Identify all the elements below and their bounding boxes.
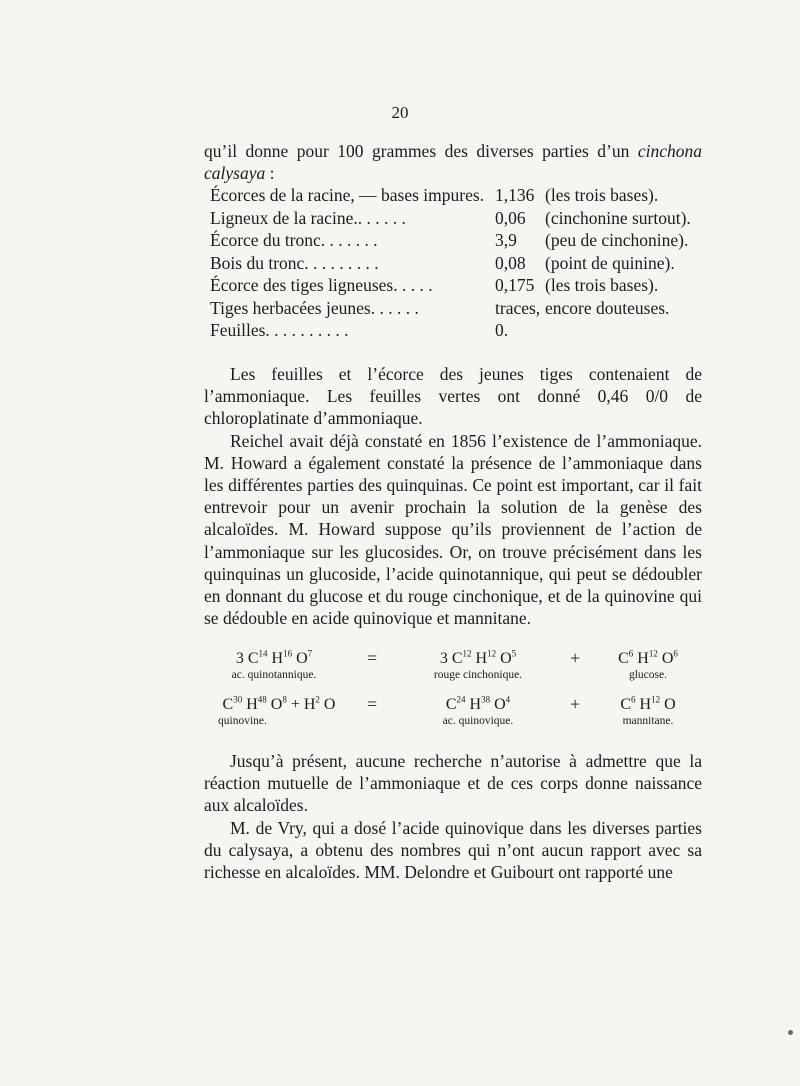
equation-term (594, 650, 702, 681)
intro-end: : (265, 163, 275, 184)
yield-value: 3,9 (495, 230, 517, 250)
yield-note: (les trois bases). (545, 185, 659, 205)
species-name: cinchona calysaya (204, 141, 702, 184)
yield-value: 0,08 (495, 252, 526, 273)
yield-value: 0. (495, 320, 509, 340)
yield-value: 0,175 (495, 275, 535, 295)
yield-part: Feuilles. . . . . . . . . . (210, 320, 349, 340)
paragraph-de-vry: M. de Vry, qui a dosé l’acide quinovique dans les diverses parties du calysaya, a obtenu des nombres qui n’ont aucun rapport avec sa richesse en alcaloïdes. MM. Delondre et Guibourt ont rapporté une (204, 817, 702, 883)
formula: 3 $C^{14}$ $H^{16}$ $O^7$ (235, 648, 313, 667)
plus-sign: + (570, 648, 581, 668)
body-text-before (204, 363, 702, 629)
formula-label: ac. quinotannique. (231, 669, 317, 681)
yield-part: Écorce du tronc. . . . . . . (210, 230, 378, 250)
yield-part: Tiges herbacées jeunes. . . . . . (210, 297, 419, 318)
yield-note: (peu de cinchonine). (545, 230, 689, 250)
formula-label: glucose. (628, 669, 667, 681)
formula: $C^6$ $H^{12}$ O (620, 694, 676, 713)
yield-row (210, 185, 705, 208)
formula: $C^{24}$ $H^{38}$ $O^4$ (445, 694, 511, 713)
body-text-after (204, 750, 702, 883)
equation-term (594, 696, 702, 727)
formula: $C^6$ $H^{12}$ $O^6$ (618, 648, 678, 667)
equation-term (402, 650, 554, 681)
yield-note: encore douteuses. (545, 297, 670, 318)
formula: $C^{30}$ $H^{48}$ $O^8 + H^2$ O (222, 694, 336, 713)
yield-table (210, 185, 705, 343)
formula-label: quinovine. (218, 715, 267, 727)
yield-note: (point de quinine). (545, 252, 675, 273)
formula-label: rouge cinchonique. (433, 669, 523, 681)
yield-part: Ligneux de la racine.. . . . . . (210, 207, 406, 228)
equation-term (204, 650, 344, 681)
yield-part: Écorces de la racine, — bases impures. (210, 185, 485, 205)
formula: 3 $C^{12}$ $H^{12}$ $O^5$ (439, 648, 517, 667)
yield-part: Écorce des tiges ligneuses. . . . . (210, 275, 433, 295)
yield-row (210, 253, 705, 276)
formula-label: ac. quinovique. (442, 715, 514, 727)
yield-row (210, 230, 705, 253)
intro-text: qu’il donne pour 100 grammes des diverses parties d’un (204, 141, 638, 161)
paragraph-reichel: Reichel avait déjà constaté en 1856 l’existence de l’ammoniaque. M. Howard a également constaté la présence de l’ammoniaque dans les différentes parties des quinquinas. Ce point est important, car il fait entrevoir pour un avenir prochain la solution de la genèse des alcaloïdes. M. Howard suppose qu’ils proviennent de l’action de l’ammoniaque sur les glucosides. Or, on trouve précisément dans les quinquinas un glucoside, l’acide quinotannique, qui peut se dédoubler en donnant du glucose et du rouge cinchonique, et de la quinovine qui se dédouble en acide quinovique et mannitane. (204, 430, 702, 629)
yield-row (210, 208, 705, 231)
paragraph-jusqua: Jusqu’à présent, aucune recherche n’autorise à admettre que la réaction mutuelle de l’ammoniaque et de ces corps donne naissance aux alcaloïdes. (204, 751, 702, 816)
plus-sign: + (570, 694, 581, 714)
equation-block (204, 650, 702, 742)
formula-label: mannitane. (622, 715, 674, 727)
yield-value: 1,136 (495, 185, 535, 205)
equation-term (402, 696, 554, 727)
yield-value: 0,06 (495, 207, 526, 228)
yield-note: (cinchonine surtout). (545, 207, 691, 228)
yield-row (210, 298, 705, 321)
yield-row (210, 275, 705, 298)
yield-note: (les trois bases). (545, 275, 659, 295)
ink-speck (788, 1030, 793, 1035)
equation-quinovine (204, 696, 702, 742)
intro-paragraph (204, 140, 702, 184)
yield-part: Bois du tronc. . . . . . . . . (210, 252, 379, 273)
page-number: 20 (391, 103, 409, 122)
equation-quinotannique (204, 650, 702, 696)
yield-value: traces, (495, 297, 541, 318)
equals-sign: = (367, 694, 378, 714)
equation-term (204, 696, 354, 727)
equals-sign: = (367, 648, 378, 668)
yield-row (210, 320, 705, 343)
paragraph-feuilles: Les feuilles et l’écorce des jeunes tiges contenaient de l’ammoniaque. Les feuilles vertes ont donné 0,46 0/0 de chloroplatinate d’ammoniaque. (204, 364, 702, 429)
